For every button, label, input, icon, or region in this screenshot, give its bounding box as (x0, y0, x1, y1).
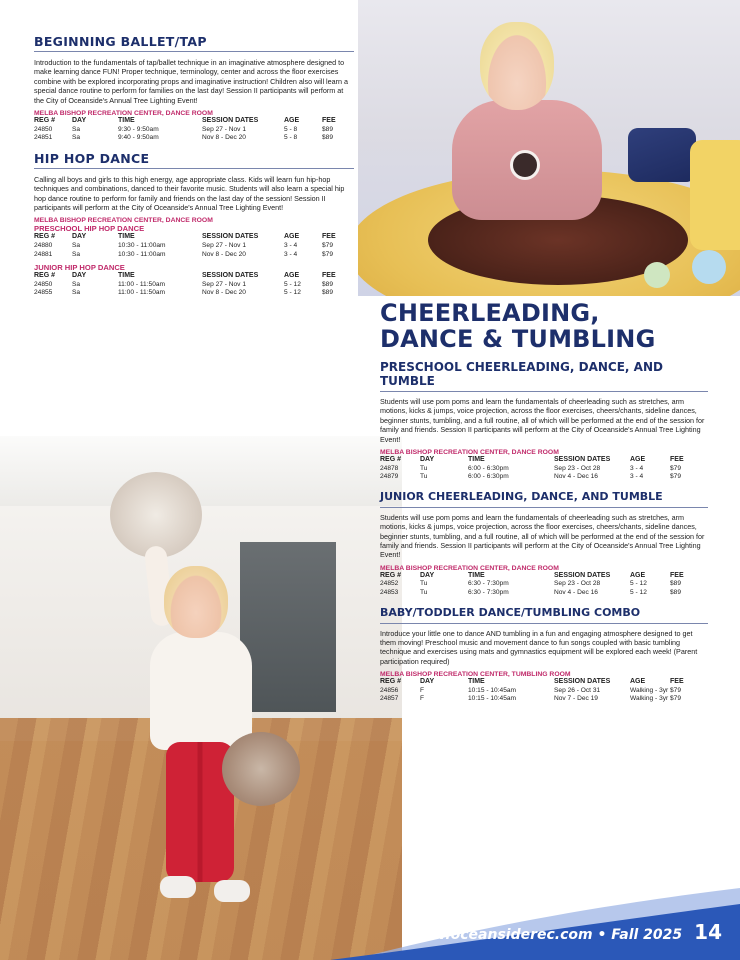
col-header: REG # (34, 117, 56, 125)
col-header: FEE (670, 456, 684, 464)
table-cell: 24857 (380, 695, 399, 703)
table-cell: 24856 (380, 686, 399, 694)
table-cell: 24879 (380, 473, 399, 481)
table-cell: 9:30 - 9:50am (118, 125, 159, 133)
col-header: TIME (118, 233, 135, 241)
table-cell: Nov 8 - Dec 20 (202, 289, 246, 297)
photo-toddler-playing (358, 0, 740, 296)
table-cell: 5 - 12 (630, 580, 647, 588)
beginning-ballet-schedule-table (34, 117, 354, 143)
col-header: AGE (630, 456, 646, 464)
preschool-cheer-schedule-table (380, 456, 708, 482)
col-header: TIME (118, 117, 135, 125)
col-header: SESSION DATES (554, 456, 611, 464)
col-header: DAY (420, 456, 435, 464)
table-cell: Sa (72, 280, 81, 288)
col-header: REG # (380, 456, 402, 464)
table-cell: 24850 (34, 125, 53, 133)
col-header: REG # (380, 571, 402, 579)
table-cell: F (420, 695, 425, 703)
col-header: AGE (284, 272, 300, 280)
col-header: DAY (72, 233, 87, 241)
table-cell: Sa (72, 134, 81, 142)
table-cell: 6:00 - 6:30pm (468, 464, 509, 472)
table-cell: 24880 (34, 242, 53, 250)
table-cell: $89 (322, 134, 334, 142)
section-title-junior-cheer: JUNIOR CHEERLEADING, DANCE, AND TUMBLE (380, 490, 708, 508)
col-header: TIME (468, 456, 485, 464)
baby-toddler-schedule-table (380, 678, 708, 704)
table-cell: 3 - 4 (630, 473, 644, 481)
hip-hop-description: Calling all boys and girls to this high energy, age appropriate class. Kids will learn fun hip-hop techniques and combinations, danced to their favorite music. Students will also learn a special hip hop dance routine to perform for family and friends on the last day of the session! Session II participants will perform at the City of Oceanside's Annual Tree Lighting Event! (34, 174, 345, 213)
section-title-beginning-ballet: BEGINNING BALLET/TAP (34, 34, 354, 52)
junior-hip-hop-schedule-table (34, 272, 354, 298)
beginning-ballet-description: Introduction to the fundamentals of tap/ballet technique in an imaginative atmosphere designed to make learning dance FUN! Proper technique, terminology, center and across the floor exercises combine with be explored incorporating props and imaginative instruction! Children also will learn a special dance routine to perform for families on the last day! Session II participants will perform at the City of Oceanside's Annual Tree Lighting Event! (34, 58, 349, 105)
table-cell: Sa (72, 125, 81, 133)
col-header: SESSION DATES (202, 117, 259, 125)
col-header: AGE (630, 571, 646, 579)
junior-cheer-location: MELBA BISHOP RECREATION CENTER, DANCE ROOM (380, 564, 559, 572)
col-header: SESSION DATES (202, 272, 259, 280)
col-header: REG # (380, 678, 402, 686)
footer-website-link[interactable]: www.oceansiderec.com • Fall 2025 (407, 927, 683, 943)
preschool-hip-hop-label: PRESCHOOL HIP HOP DANCE (34, 224, 145, 234)
col-header: FEE (670, 571, 684, 579)
baby-toddler-location: MELBA BISHOP RECREATION CENTER, TUMBLING ROOM (380, 671, 571, 679)
right-column (380, 300, 708, 704)
footer (407, 920, 722, 944)
preschool-cheer-location: MELBA BISHOP RECREATION CENTER, DANCE ROOM (380, 449, 559, 457)
table-cell: 3 - 4 (284, 250, 298, 258)
table-cell: $89 (670, 580, 682, 588)
table-cell: $79 (322, 242, 334, 250)
table-cell: Sep 27 - Nov 1 (202, 280, 246, 288)
table-cell: Nov 4 - Dec 16 (554, 473, 598, 481)
table-cell: 6:00 - 6:30pm (468, 473, 509, 481)
table-cell: 10:30 - 11:00am (118, 242, 166, 250)
baby-toddler-description: Introduce your little one to dance AND tumbling in a fun and engaging atmosphere designed to get them moving! Preschool music and movement dance to fun songs coupled with basic tumbling technique and exercises using mats and gymnastics equipment will be explored each week! (Parent participation required) (380, 628, 698, 666)
col-header: TIME (468, 571, 485, 579)
table-cell: Tu (420, 473, 428, 481)
table-cell: $89 (322, 289, 334, 297)
col-header: FEE (670, 678, 684, 686)
table-cell: 3 - 4 (284, 242, 298, 250)
table-cell: Sep 27 - Nov 1 (202, 125, 246, 133)
table-cell: 10:30 - 11:00am (118, 250, 166, 258)
col-header: DAY (72, 272, 87, 280)
col-header: AGE (284, 233, 300, 241)
table-cell: 24881 (34, 250, 53, 258)
col-header: TIME (118, 272, 135, 280)
page-title-line-1: CHEERLEADING, (380, 299, 600, 327)
table-cell: 6:30 - 7:30pm (468, 580, 509, 588)
col-header: REG # (34, 233, 56, 241)
table-cell: 5 - 8 (284, 125, 298, 133)
col-header: DAY (420, 678, 435, 686)
table-cell: Nov 8 - Dec 20 (202, 134, 246, 142)
col-header: SESSION DATES (202, 233, 259, 241)
table-cell: 11:00 - 11:50am (118, 280, 166, 288)
table-cell: Tu (420, 464, 428, 472)
table-cell: Sep 23 - Oct 28 (554, 464, 601, 472)
page-number: 14 (694, 920, 722, 944)
table-cell: 24852 (380, 580, 399, 588)
preschool-hip-hop-schedule-table (34, 233, 354, 259)
table-cell: 5 - 8 (284, 134, 298, 142)
col-header: DAY (420, 571, 435, 579)
table-cell: $79 (670, 473, 682, 481)
table-cell: Sa (72, 242, 81, 250)
table-cell: Walking - 3yr (630, 686, 669, 694)
table-cell: 3 - 4 (630, 464, 644, 472)
beginning-ballet-location: MELBA BISHOP RECREATION CENTER, DANCE ROOM (34, 110, 213, 118)
col-header: TIME (468, 678, 485, 686)
section-title-preschool-cheer: PRESCHOOL CHEERLEADING, DANCE, AND TUMBLE (380, 360, 708, 392)
table-cell: 24853 (380, 589, 399, 597)
table-cell: 5 - 12 (284, 289, 301, 297)
table-cell: Sep 27 - Nov 1 (202, 242, 246, 250)
col-header: FEE (322, 272, 336, 280)
table-cell: 24855 (34, 289, 53, 297)
table-cell: Nov 7 - Dec 19 (554, 695, 598, 703)
section-title-hip-hop: HIP HOP DANCE (34, 151, 354, 169)
table-cell: 5 - 12 (284, 280, 301, 288)
table-cell: $89 (322, 280, 334, 288)
col-header: FEE (322, 233, 336, 241)
table-cell: 24851 (34, 134, 53, 142)
table-cell: $79 (322, 250, 334, 258)
table-cell: $79 (670, 464, 682, 472)
col-header: REG # (34, 272, 56, 280)
col-header: SESSION DATES (554, 571, 611, 579)
table-cell: F (420, 686, 425, 694)
table-cell: $79 (670, 695, 682, 703)
table-cell: 10:15 - 10:45am (468, 695, 517, 703)
table-cell: Sep 26 - Oct 31 (554, 686, 601, 694)
table-cell: Walking - 3yr (630, 695, 669, 703)
table-cell: Nov 8 - Dec 20 (202, 250, 246, 258)
col-header: AGE (630, 678, 646, 686)
table-cell: 11:00 - 11:50am (118, 289, 166, 297)
table-cell: Tu (420, 580, 428, 588)
col-header: AGE (284, 117, 300, 125)
page-title-line-2: DANCE & TUMBLING (380, 325, 656, 353)
preschool-cheer-description: Students will use pom poms and learn the fundamentals of cheerleading such as stretches, arm motions, kicks & jumps, voice projection, across the floor exercises, cheers/chants, sideline dances, beginner stunts, tumbling, and a full routine, all of which will be performed at the end of the session for family and friends. Session II participants will perform at the City of Oceanside's Annual Tree Lighting Event! (380, 397, 705, 444)
col-header: FEE (322, 117, 336, 125)
table-cell: 6:30 - 7:30pm (468, 589, 509, 597)
col-header: DAY (72, 117, 87, 125)
table-cell: $79 (670, 686, 682, 694)
table-cell: 9:40 - 9:50am (118, 134, 159, 142)
junior-cheer-schedule-table (380, 572, 708, 598)
junior-hip-hop-label: JUNIOR HIP HOP DANCE (34, 263, 125, 273)
table-cell: 24878 (380, 464, 399, 472)
table-cell: 10:15 - 10:45am (468, 686, 517, 694)
junior-cheer-description: Students will use pom poms and learn the fundamentals of cheerleading such as stretches, arm motions, kicks & jumps, voice projection, across the floor exercises, cheers/chants, sideline dances, beginner stunts, tumbling, and a full routine, all of which will be performed at the end of the session for family and friends. Session II participants will perform at the City of Oceanside's Annual Tree Lighting Event! (380, 512, 705, 560)
table-cell: 24850 (34, 280, 53, 288)
table-cell: Sep 23 - Oct 28 (554, 580, 601, 588)
section-title-baby-toddler: BABY/TODDLER DANCE/TUMBLING COMBO (380, 606, 708, 624)
table-cell: Tu (420, 589, 428, 597)
table-cell: $89 (322, 125, 334, 133)
col-header: SESSION DATES (554, 678, 611, 686)
table-cell: 5 - 12 (630, 589, 647, 597)
table-cell: Nov 4 - Dec 16 (554, 589, 598, 597)
table-cell: Sa (72, 289, 81, 297)
hip-hop-location: MELBA BISHOP RECREATION CENTER, DANCE ROOM (34, 217, 213, 225)
table-cell: $89 (670, 589, 682, 597)
table-cell: Sa (72, 250, 81, 258)
left-column (34, 34, 354, 298)
